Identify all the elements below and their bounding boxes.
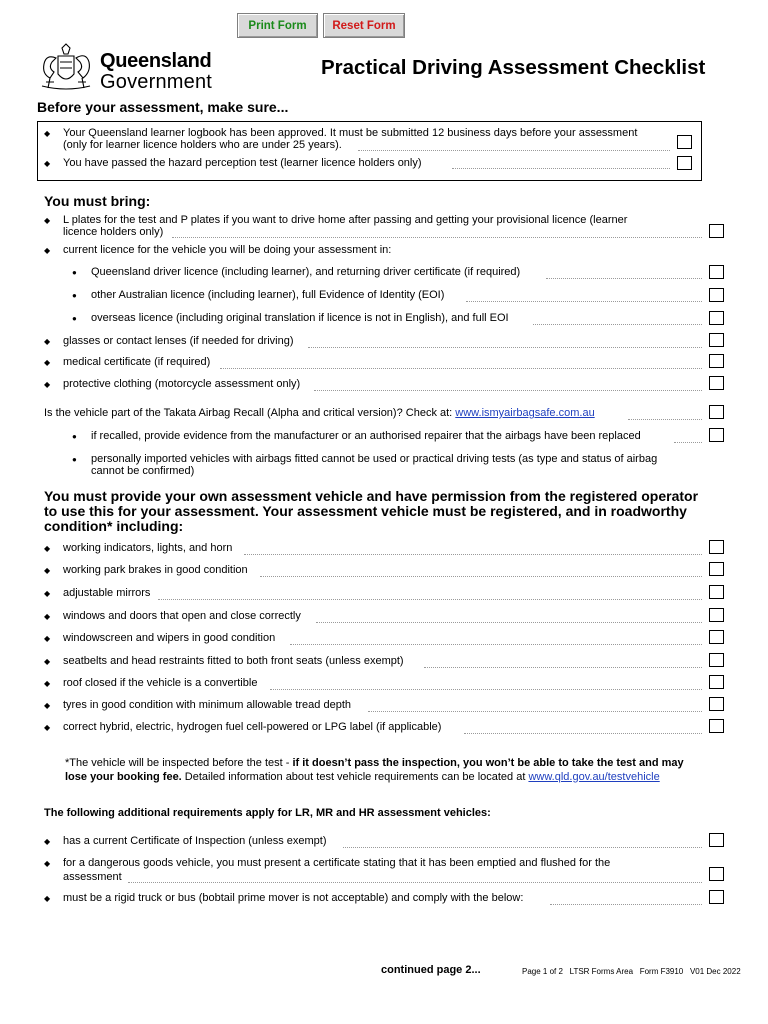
bullet-icon: ◆ <box>44 589 51 598</box>
leader-dots <box>358 150 670 151</box>
hazard-test-checkbox[interactable] <box>677 156 692 170</box>
bullet-icon: ◆ <box>44 358 51 367</box>
additional-heading: The following additional requirements apply for LR, MR and HR assessment vehicles: <box>44 807 491 819</box>
vehicle-requirement-checkbox[interactable] <box>709 630 724 644</box>
leader-dots <box>270 689 702 690</box>
bullet-icon: ◆ <box>44 380 51 389</box>
bullet-icon: ● <box>72 314 77 323</box>
leader-dots <box>308 347 702 348</box>
dangerous-goods-checkbox[interactable] <box>709 867 724 881</box>
bullet-icon: ◆ <box>44 679 51 688</box>
bullet-icon: ◆ <box>44 337 51 346</box>
bullet-icon: ◆ <box>44 634 51 643</box>
vehicle-heading: You must provide your own assessment vehicle and have permission from the registered operator to use this for your assessment. Your assessment vehicle must be registered, and in roadworthy condition* including: <box>44 488 699 534</box>
bullet-icon: ◆ <box>44 859 51 868</box>
vehicle-requirement-checkbox[interactable] <box>709 585 724 599</box>
print-form-button[interactable]: Print Form <box>237 13 318 38</box>
leader-dots <box>244 554 702 555</box>
bullet-icon: ● <box>72 455 77 464</box>
vehicle-note: *The vehicle will be inspected before the test - if it doesn’t pass the inspection, you won’t be able to take the test and may lose your booking fee. Detailed information about test vehicle requirements can be located at www.qld.gov.au/testvehicle <box>65 757 684 783</box>
bullet-icon: ● <box>72 268 77 277</box>
bullet-icon: ◆ <box>44 159 51 168</box>
continued-text: continued page 2... <box>381 964 481 976</box>
test-vehicle-link[interactable]: www.qld.gov.au/testvehicle <box>528 770 660 783</box>
leader-dots <box>368 711 702 712</box>
leader-dots <box>452 168 670 169</box>
airbag-link[interactable]: www.ismyairbagsafe.com.au <box>455 407 595 419</box>
protective-clothing-checkbox[interactable] <box>709 376 724 390</box>
takata-question: Is the vehicle part of the Takata Airbag Recall (Alpha and critical version)? Check at: www.ismyairbagsafe.com.au <box>44 407 595 419</box>
aus-licence-checkbox[interactable] <box>709 288 724 302</box>
leader-dots <box>466 301 702 302</box>
vehicle-requirement-checkbox[interactable] <box>709 562 724 576</box>
recalled-checkbox[interactable] <box>709 428 724 442</box>
leader-dots <box>628 419 702 420</box>
leader-dots <box>172 237 702 238</box>
bullet-icon: ◆ <box>44 894 51 903</box>
bullet-icon: ● <box>72 432 77 441</box>
leader-dots <box>533 324 702 325</box>
leader-dots <box>260 576 702 577</box>
rigid-truck-checkbox[interactable] <box>709 890 724 904</box>
leader-dots <box>290 644 702 645</box>
bullet-icon: ◆ <box>44 657 51 666</box>
leader-dots <box>316 622 702 623</box>
medical-checkbox[interactable] <box>709 354 724 368</box>
leader-dots <box>550 904 702 905</box>
bring-heading: You must bring: <box>44 193 151 209</box>
bullet-icon: ● <box>72 291 77 300</box>
page-title: Practical Driving Assessment Checklist <box>321 56 706 79</box>
vehicle-requirement-checkbox[interactable] <box>709 697 724 711</box>
qld-licence-checkbox[interactable] <box>709 265 724 279</box>
vehicle-requirement-checkbox[interactable] <box>709 540 724 554</box>
vehicle-requirement-checkbox[interactable] <box>709 653 724 667</box>
leader-dots <box>343 847 702 848</box>
bullet-icon: ◆ <box>44 216 51 225</box>
takata-checkbox[interactable] <box>709 405 724 419</box>
bullet-icon: ◆ <box>44 837 51 846</box>
footer-info: Page 1 of 2 LTSR Forms Area Form F3910 V01 Dec 2022 <box>522 967 741 976</box>
before-heading: Before your assessment, make sure... <box>37 99 289 115</box>
leader-dots <box>424 667 702 668</box>
vehicle-requirement-checkbox[interactable] <box>709 719 724 733</box>
leader-dots <box>464 733 702 734</box>
leader-dots <box>220 368 702 369</box>
bullet-icon: ◆ <box>44 566 51 575</box>
glasses-checkbox[interactable] <box>709 333 724 347</box>
bullet-icon: ◆ <box>44 701 51 710</box>
bullet-icon: ◆ <box>44 246 51 255</box>
leader-dots <box>128 882 702 883</box>
logo-government: Government <box>100 71 213 93</box>
leader-dots <box>158 599 702 600</box>
bullet-icon: ◆ <box>44 129 51 138</box>
queensland-coat-of-arms-icon <box>36 42 96 94</box>
bullet-icon: ◆ <box>44 544 51 553</box>
certificate-inspection-checkbox[interactable] <box>709 833 724 847</box>
logbook-checkbox[interactable] <box>677 135 692 149</box>
leader-dots <box>674 442 702 443</box>
bullet-icon: ◆ <box>44 723 51 732</box>
bullet-icon: ◆ <box>44 612 51 621</box>
vehicle-requirement-checkbox[interactable] <box>709 608 724 622</box>
leader-dots <box>546 278 702 279</box>
overseas-licence-checkbox[interactable] <box>709 311 724 325</box>
reset-form-button[interactable]: Reset Form <box>323 13 405 38</box>
logo-queensland: Queensland <box>100 50 212 72</box>
vehicle-requirement-checkbox[interactable] <box>709 675 724 689</box>
leader-dots <box>314 390 702 391</box>
plates-checkbox[interactable] <box>709 224 724 238</box>
